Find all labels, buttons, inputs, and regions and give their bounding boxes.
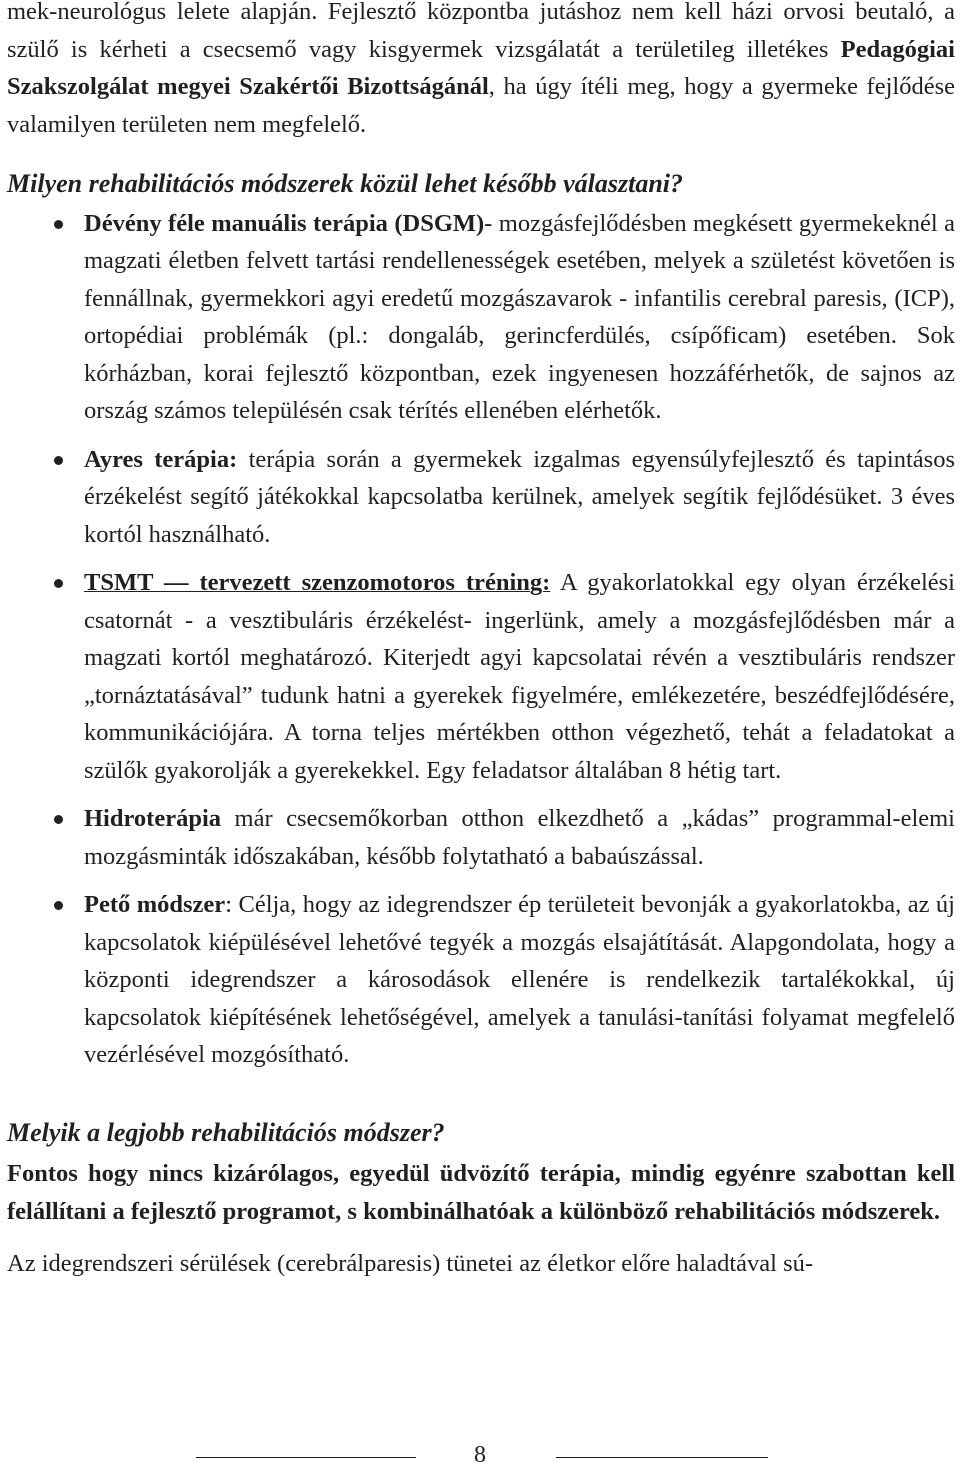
method-text-peto: : Célja, hogy az idegrendszer ép területeit bevonják a gyakorlatokba, az új kapcsolatok kiépülésével lehetővé tegyék a mozgás elsajátítását. Alapgondolata, hogy a központi idegrendszer a károsodások ellenére is rendelkezik tartalékokkal, új kapcsolatok kiépítésének lehetőségével, amelyek a tanulási-tanítási folyamat megfelelő vezérlésével mozgósítható.: [84, 891, 955, 1068]
method-text-hidroterapia: már csecsemőkorban otthon elkezdhető a „kádas” programmal-elemi mozgásminták időszakában, később folytatható a babaúszással.: [84, 805, 955, 870]
bullet-icon: [54, 220, 63, 229]
emphasis-paragraph: Fontos hogy nincs kizárólagos, egyedül üdvözítő terápia, mindig egyénre szabottan kell felállítani a fejlesztő programot, s kombinálhatóak a különböző rehabilitációs módszerek.: [7, 1160, 955, 1225]
page-number: 8: [474, 1442, 486, 1468]
bullet-icon: [54, 456, 63, 465]
method-title-hidroterapia: Hidroterápia: [84, 805, 222, 832]
methods-list: [7, 205, 955, 1074]
bullet-icon: [54, 815, 63, 824]
section-heading-best-method: Melyik a legjobb rehabilitációs módszer?: [7, 1117, 445, 1147]
closing-line: Az idegrendszeri sérülések (cerebrálparesis) tünetei az életkor előre haladtával sú-: [7, 1250, 814, 1277]
intro-text-end: , ha úgy ítéli meg, hogy a gyermeke fejlődése valamilyen területen nem megfelelő.: [7, 73, 955, 138]
intro-paragraph: [7, 0, 955, 143]
list-item-tsmt: [7, 564, 955, 789]
document-page: [7, 0, 955, 1283]
bullet-icon: [54, 579, 63, 588]
intro-text: mek-neurológus lelete alapján. Fejlesztő központba jutáshoz nem kell házi orvosi beutaló, a szülő is kérheti a csecsemő vagy kisgyermek vizsgálatát a területileg illetékes: [7, 0, 955, 63]
section-heading-methods: Milyen rehabilitációs módszerek közül lehet később választani?: [7, 169, 684, 198]
method-title-tsmt: TSMT — tervezett szenzomotoros tréning:: [84, 569, 551, 596]
list-item-deveny: [7, 205, 955, 430]
list-item-ayres: [7, 441, 955, 554]
method-title-deveny: Dévény féle manuális terápia (DSGM): [84, 209, 485, 237]
intro-bold-institution: Pedagógiai Szakszolgálat megyei Szakértői Bizottságánál: [7, 35, 955, 100]
method-title-ayres: Ayres terápia:: [84, 445, 238, 473]
page-footer: [0, 1438, 960, 1472]
footer-rule-left: [196, 1457, 416, 1458]
method-text-tsmt: A gyakorlatokkal egy olyan érzékelési csatornát - a vesztibuláris érzékelést- ingerlünk, amely a mozgásfejlődésben már a magzati kortól meghatározó. Kiterjedt agyi kapcsolatai révén a vesztibuláris rendszer „tornáztatásával” tudunk hatni a gyerekek figyelmére, emlékezetére, beszédfejlődésére, kommunikációjára. A torna teljes mértékben otthon végezhető, tehát a feladatokat a szülők gyakorolják a gyerekekkel. Egy feladatsor általában 8 hétig tart.: [84, 569, 955, 784]
method-title-peto: Pető módszer: [84, 891, 226, 918]
footer-rule-right: [556, 1457, 768, 1458]
list-item-hidroterapia: [7, 800, 955, 875]
list-item-peto: [7, 886, 955, 1074]
method-text-ayres: terápia során a gyermekek izgalmas egyensúlyfejlesztő és tapintásos érzékelést segítő játékokkal kapcsolatba kerülnek, amelyek segítik fejlődésüket. 3 éves kortól használható.: [84, 445, 955, 548]
bullet-icon: [54, 901, 63, 910]
method-text-deveny: - mozgásfejlődésben megkésett gyermekeknél a magzati életben felvett tartási rendellenességek esetében, melyek a születést követően is fennállnak, gyermekkori agyi eredetű mozgászavarok - infantilis cerebral paresis, (ICP), ortopédiai problémák (pl.: dongaláb, gerincferdülés, csípőficam) esetében. Sok kórházban, korai fejlesztő központban, ezek ingyenesen hozzáférhetők, de sajnos az ország számos településén csak térítés ellenében elérhetők.: [84, 209, 955, 424]
